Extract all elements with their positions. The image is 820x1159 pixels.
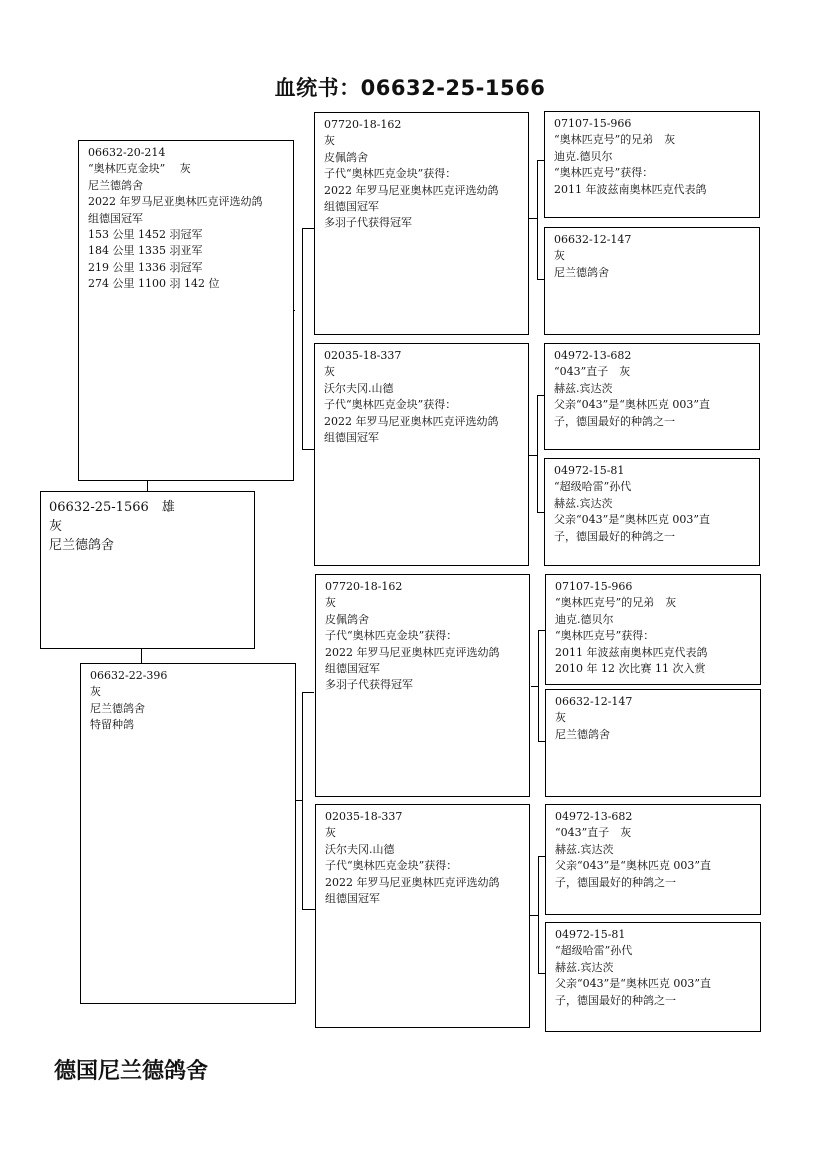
name-color: “奥林匹克号”的兄弟 灰: [555, 596, 677, 610]
info-line: “奥林匹克号”获得：: [554, 166, 654, 180]
ring-number: 04972-13-682: [554, 349, 632, 362]
info-line: 2022 年罗马尼亚奥林匹克评选幼鸽: [325, 645, 500, 659]
connector: [538, 741, 545, 742]
page-title: 血统书：06632-25-1566: [274, 76, 546, 100]
sire-info-line: 组德国冠军: [88, 211, 143, 225]
connector: [538, 630, 545, 631]
great-grandparent-card: [544, 111, 760, 218]
connector: [294, 310, 295, 311]
sire-result-line: 274 公里 1100 羽 142 位: [88, 277, 220, 291]
color: 灰: [325, 596, 336, 610]
ring-number: 02035-18-337: [324, 349, 402, 362]
breeder: 赫兹.宾达茨: [554, 381, 613, 395]
sire-result-line: 153 公里 1452 羽冠军: [88, 228, 203, 242]
name-line: “超级哈雷”孙代: [554, 480, 632, 494]
connector: [537, 160, 538, 280]
info-line: 组德国冠军: [325, 892, 380, 906]
grandsire-card: [315, 574, 530, 797]
ring-number: 06632-12-147: [555, 695, 633, 708]
connector: [538, 856, 539, 974]
connector: [529, 455, 537, 456]
connector: [537, 512, 544, 513]
breeder: 沃尔夫冈.山德: [324, 381, 394, 395]
info-line: 子代“奥林匹克金块”获得：: [325, 859, 458, 873]
connector: [538, 856, 545, 857]
info-line: 父亲“043”是“奥林匹克 003”直: [554, 398, 710, 412]
breeder: 赫兹.宾达茨: [555, 842, 614, 856]
color: 灰: [555, 711, 566, 725]
dam-card: [80, 663, 296, 1004]
connector: [537, 395, 538, 513]
breeder: 迪克.德贝尔: [554, 149, 613, 163]
granddam-card: [314, 343, 529, 566]
info-line: 子，德国最好的种鸽之一: [555, 875, 676, 889]
sire-name-color: “奥林匹克金块” 灰: [88, 162, 191, 176]
info-line: 父亲“043”是“奥林匹克 003”直: [555, 977, 711, 991]
info-line: 子代“奥林匹克金块”获得：: [324, 167, 457, 181]
connector: [538, 630, 539, 742]
connector: [302, 692, 303, 910]
name-color: “043”直子 灰: [554, 365, 631, 379]
grandsire-card: [314, 112, 529, 335]
info-line: 2022 年罗马尼亚奥林匹克评选幼鸽: [325, 875, 500, 889]
info-line: 父亲“043”是“奥林匹克 003”直: [554, 513, 710, 527]
great-grandparent-card: [545, 804, 761, 915]
connector: [302, 228, 303, 450]
connector: [531, 686, 538, 687]
subject-ring-number: 06632-25-1566 雄: [49, 500, 175, 515]
dam-breeder: 尼兰德鸽舍: [90, 701, 145, 715]
ring-number: 04972-15-81: [555, 928, 626, 941]
ring-number: 07107-15-966: [554, 117, 632, 130]
subject-card: [40, 491, 255, 649]
info-line: 子，德国最好的种鸽之一: [554, 529, 675, 543]
name-line: “超级哈雷”孙代: [555, 944, 633, 958]
sire-result-line: 184 公里 1335 羽亚军: [88, 244, 203, 258]
great-grandparent-card: [545, 689, 761, 797]
subject-color: 灰: [49, 519, 63, 534]
sire-info-line: 2022 年罗马尼亚奥林匹克评选幼鸽: [88, 195, 263, 209]
ring-number: 04972-13-682: [555, 810, 633, 823]
great-grandparent-card: [544, 458, 760, 566]
sire-breeder: 尼兰德鸽舍: [88, 178, 143, 192]
ring-number: 06632-12-147: [554, 233, 632, 246]
connector: [537, 160, 544, 161]
great-grandparent-card: [544, 343, 760, 450]
info-line: “奥林匹克号”获得：: [555, 629, 655, 643]
connector: [537, 395, 544, 396]
info-line: 2010 年 12 次比赛 11 次入赏: [555, 662, 706, 676]
connector: [537, 279, 544, 280]
connector: [302, 228, 314, 229]
sire-card: [78, 140, 294, 481]
info-line: 组德国冠军: [325, 662, 380, 676]
info-line: 多羽子代获得冠军: [324, 216, 412, 230]
great-grandparent-card: [545, 574, 761, 685]
sire-result-line: 219 公里 1336 羽冠军: [88, 260, 203, 274]
sire-ring-number: 06632-20-214: [88, 146, 166, 159]
connector: [302, 909, 315, 910]
breeder: 皮佩鸽舍: [325, 612, 369, 626]
subject-breeder: 尼兰德鸽舍: [49, 538, 115, 553]
info-line: 子，德国最好的种鸽之一: [554, 414, 675, 428]
info-line: 父亲“043”是“奥林匹克 003”直: [555, 859, 711, 873]
great-grandparent-card: [545, 922, 761, 1032]
breeder: 尼兰德鸽舍: [554, 265, 609, 279]
info-line: 2011 年波兹南奥林匹克代表鸽: [554, 182, 707, 196]
ring-number: 07720-18-162: [325, 580, 403, 593]
connector: [529, 218, 537, 219]
breeder: 沃尔夫冈.山德: [325, 842, 395, 856]
info-line: 2011 年波兹南奥林匹克代表鸽: [555, 645, 708, 659]
info-line: 子，德国最好的种鸽之一: [555, 993, 676, 1007]
info-line: 子代“奥林匹克金块”获得：: [324, 398, 457, 412]
connector: [295, 800, 302, 801]
breeder: 赫兹.宾达茨: [554, 496, 613, 510]
connector: [141, 648, 142, 663]
color: 灰: [324, 134, 335, 148]
loft-name-footer: 德国尼兰德鸽舍: [54, 1059, 209, 1084]
color: 灰: [324, 365, 335, 379]
connector: [538, 973, 545, 974]
info-line: 子代“奥林匹克金块”获得：: [325, 629, 458, 643]
breeder: 迪克.德贝尔: [555, 612, 614, 626]
breeder: 赫兹.宾达茨: [555, 960, 614, 974]
ring-number: 07720-18-162: [324, 118, 402, 131]
dam-ring-number: 06632-22-396: [90, 669, 168, 682]
color: 灰: [554, 249, 565, 263]
great-grandparent-card: [544, 227, 760, 335]
breeder: 皮佩鸽舍: [324, 150, 368, 164]
granddam-card: [315, 804, 530, 1028]
color: 灰: [325, 826, 336, 840]
info-line: 2022 年罗马尼亚奥林匹克评选幼鸽: [324, 183, 499, 197]
info-line: 多羽子代获得冠军: [325, 678, 413, 692]
breeder: 尼兰德鸽舍: [555, 727, 610, 741]
dam-color: 灰: [90, 685, 101, 699]
dam-note: 特留种鸽: [90, 718, 134, 732]
ring-number: 07107-15-966: [555, 580, 633, 593]
ring-number: 02035-18-337: [325, 810, 403, 823]
info-line: 组德国冠军: [324, 200, 379, 214]
info-line: 组德国冠军: [324, 431, 379, 445]
connector: [530, 915, 538, 916]
connector: [302, 692, 314, 693]
info-line: 2022 年罗马尼亚奥林匹克评选幼鸽: [324, 414, 499, 428]
name-color: “043”直子 灰: [555, 826, 632, 840]
name-color: “奥林匹克号”的兄弟 灰: [554, 133, 676, 147]
connector: [302, 449, 314, 450]
ring-number: 04972-15-81: [554, 464, 625, 477]
